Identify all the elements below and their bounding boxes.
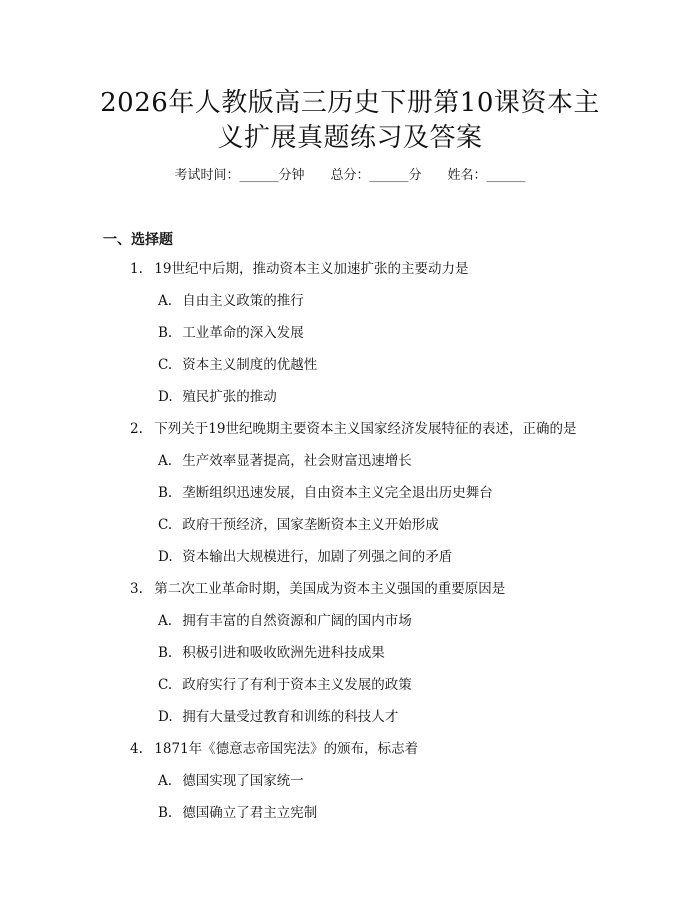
option-text: 资本主义制度的优越性 bbox=[182, 357, 318, 373]
question-3-option-a bbox=[158, 611, 412, 631]
total-score-label: 总分：______分 bbox=[330, 168, 422, 183]
option-letter: D. bbox=[158, 709, 173, 725]
option-text: 拥有丰富的自然资源和广阔的国内市场 bbox=[182, 613, 412, 629]
option-text: 德国确立了君主立宪制 bbox=[182, 805, 318, 821]
question-text: 第二次工业革命时期，美国成为资本主义强国的重要原因是 bbox=[154, 581, 506, 597]
option-text: 自由主义政策的推行 bbox=[182, 293, 304, 309]
option-letter: B. bbox=[158, 325, 173, 341]
question-1-option-c bbox=[158, 355, 317, 375]
option-text: 政府干预经济，国家垄断资本主义开始形成 bbox=[182, 517, 439, 533]
question-3 bbox=[130, 579, 505, 599]
question-1-option-a bbox=[158, 291, 304, 311]
option-letter: A. bbox=[158, 613, 173, 629]
question-number: 4. bbox=[130, 741, 143, 757]
question-4-option-a bbox=[158, 771, 304, 791]
option-text: 垄断组织迅速发展，自由资本主义完全退出历史舞台 bbox=[182, 485, 493, 501]
option-letter: C. bbox=[158, 677, 173, 693]
question-text: 1871年《德意志帝国宪法》的颁布，标志着 bbox=[154, 741, 419, 757]
question-number: 3. bbox=[130, 581, 143, 597]
question-3-option-d bbox=[158, 707, 398, 727]
option-letter: D. bbox=[158, 389, 173, 405]
option-letter: A. bbox=[158, 773, 173, 789]
option-text: 德国实现了国家统一 bbox=[182, 773, 304, 789]
question-4-option-b bbox=[158, 803, 317, 823]
question-1-option-b bbox=[158, 323, 304, 343]
question-2-option-d bbox=[158, 547, 452, 567]
question-1-option-d bbox=[158, 387, 277, 407]
question-number: 1. bbox=[130, 261, 143, 277]
option-text: 拥有大量受过教育和训练的科技人才 bbox=[182, 709, 399, 725]
question-2-option-b bbox=[158, 483, 493, 503]
option-letter: C. bbox=[158, 517, 173, 533]
option-text: 积极引进和吸收欧洲先进科技成果 bbox=[182, 645, 385, 661]
student-name-label: 姓名：______ bbox=[447, 168, 526, 183]
question-text: 下列关于19世纪晚期主要资本主义国家经济发展特征的表述，正确的是 bbox=[154, 421, 577, 437]
option-text: 资本输出大规模进行，加剧了列强之间的矛盾 bbox=[182, 549, 453, 565]
question-2-option-c bbox=[158, 515, 439, 535]
option-letter: C. bbox=[158, 357, 173, 373]
question-3-option-c bbox=[158, 675, 412, 695]
exam-time-label: 考试时间：______分钟 bbox=[174, 168, 305, 183]
document-title-line-2: 义扩展真题练习及答案 bbox=[217, 123, 483, 153]
question-4 bbox=[130, 739, 418, 759]
document-title-line-1: 2026年人教版高三历史下册第10课资本主 bbox=[100, 88, 600, 118]
option-letter: A. bbox=[158, 293, 173, 309]
option-letter: D. bbox=[158, 549, 173, 565]
option-letter: A. bbox=[158, 453, 173, 469]
option-letter: B. bbox=[158, 805, 173, 821]
question-2-option-a bbox=[158, 451, 412, 471]
question-2 bbox=[130, 419, 576, 439]
option-text: 工业革命的深入发展 bbox=[182, 325, 304, 341]
option-letter: B. bbox=[158, 645, 173, 661]
option-text: 生产效率显著提高，社会财富迅速增长 bbox=[182, 453, 412, 469]
question-text: 19世纪中后期，推动资本主义加速扩张的主要动力是 bbox=[154, 261, 469, 277]
option-text: 政府实行了有利于资本主义发展的政策 bbox=[182, 677, 412, 693]
question-1 bbox=[130, 259, 468, 279]
question-number: 2. bbox=[130, 421, 143, 437]
option-letter: B. bbox=[158, 485, 173, 501]
section-title: 一、选择题 bbox=[103, 232, 173, 248]
question-3-option-b bbox=[158, 643, 385, 663]
exam-meta bbox=[0, 166, 700, 186]
option-text: 殖民扩张的推动 bbox=[182, 389, 277, 405]
